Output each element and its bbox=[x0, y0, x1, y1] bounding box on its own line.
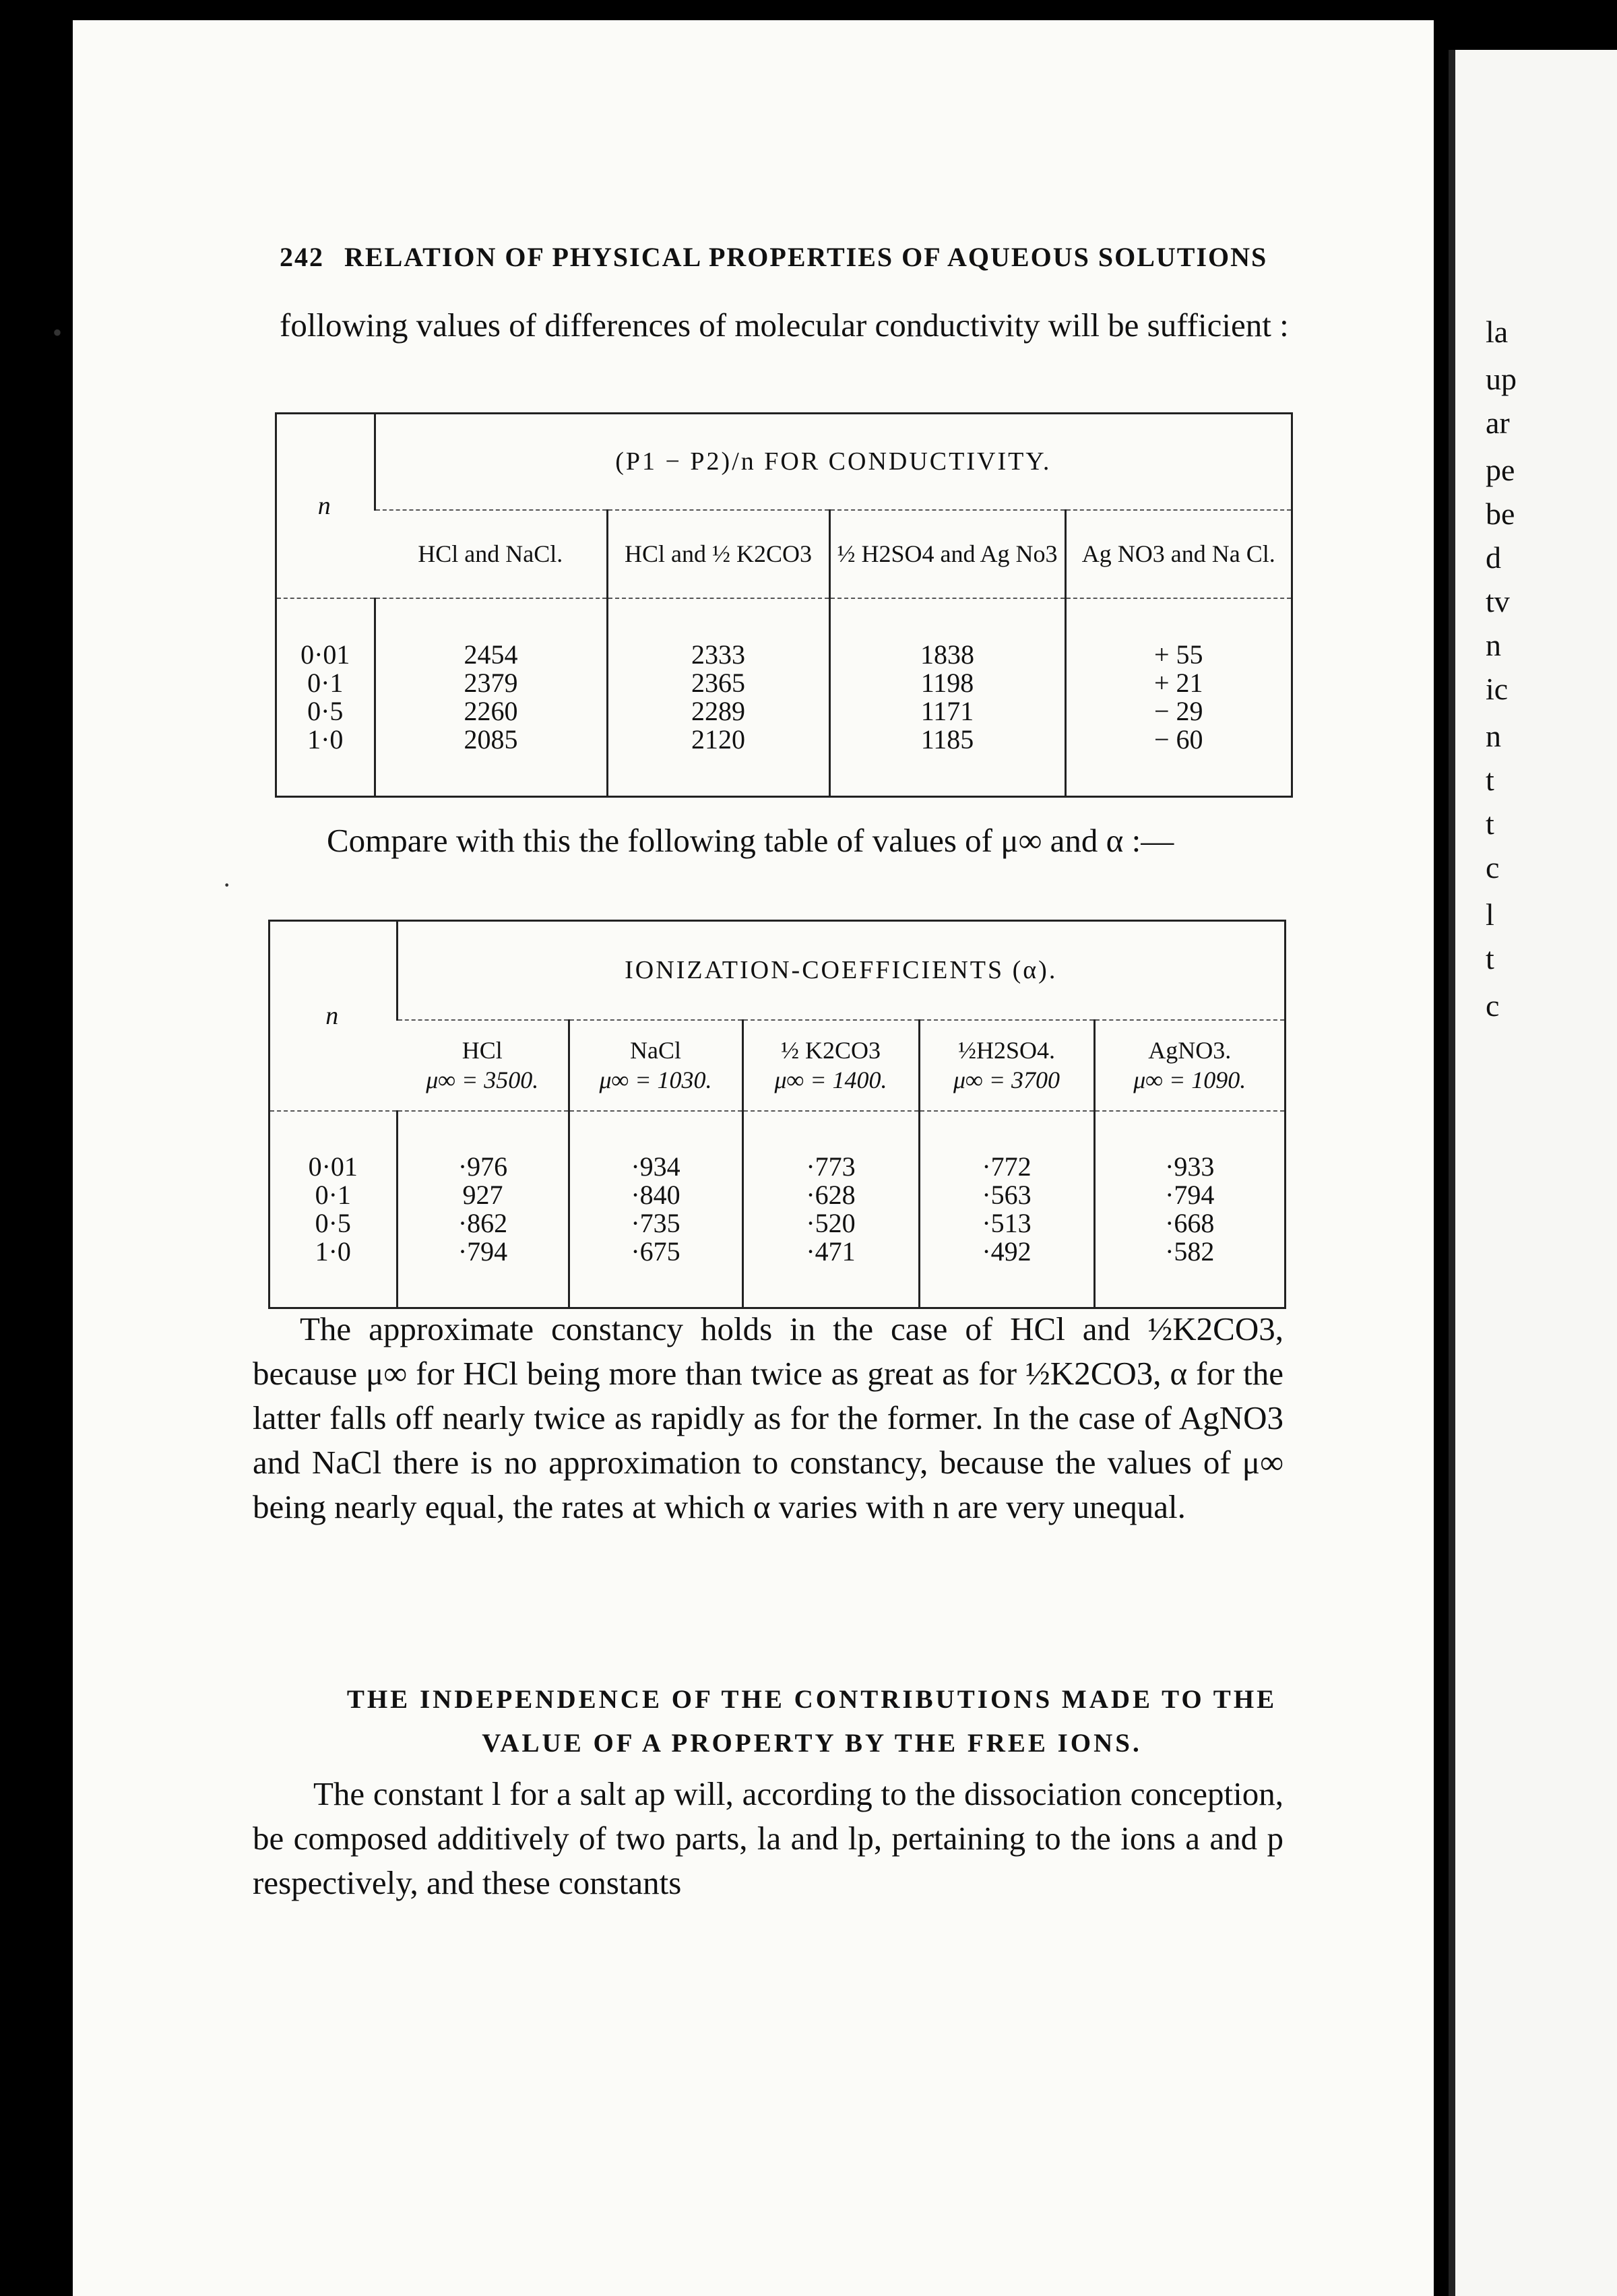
table-cell: 2365 bbox=[691, 667, 745, 698]
table-cell: 927 bbox=[462, 1179, 503, 1210]
table-cell: + 55 bbox=[1153, 639, 1203, 670]
right-page-line: l bbox=[1486, 897, 1494, 932]
table-cell: 1171 bbox=[920, 695, 974, 726]
n-value: 1·0 bbox=[307, 724, 344, 755]
table-cell: ·772 bbox=[982, 1151, 1032, 1182]
table-cell: ·735 bbox=[631, 1207, 680, 1238]
table2-col-header: AgNO3. μ∞ = 1090. bbox=[1094, 1020, 1284, 1111]
table-cell: ·668 bbox=[1165, 1207, 1215, 1238]
table-cell: − 29 bbox=[1153, 695, 1203, 726]
table-cell: 2333 bbox=[691, 639, 745, 670]
table2-col-header: HCl μ∞ = 3500. bbox=[397, 1020, 569, 1111]
right-page-line: la bbox=[1486, 315, 1509, 349]
table1-col-header: Ag NO3 and Na Cl. bbox=[1065, 510, 1291, 598]
right-page-line: up bbox=[1486, 362, 1517, 396]
n-value: 0·1 bbox=[307, 667, 344, 698]
n-value: 0·1 bbox=[315, 1179, 351, 1210]
right-page-line: tv bbox=[1486, 584, 1510, 618]
table-cell: 1838 bbox=[920, 639, 974, 670]
table-cell: 2120 bbox=[691, 724, 745, 755]
n-value: 0·5 bbox=[315, 1207, 351, 1238]
table-cell: ·563 bbox=[982, 1179, 1032, 1210]
right-page-line: ar bbox=[1486, 406, 1510, 440]
table2-data-column bbox=[742, 1111, 919, 1307]
table2-col-header: ½H2SO4. μ∞ = 3700 bbox=[919, 1020, 1094, 1111]
table-cell: + 21 bbox=[1153, 667, 1203, 698]
table-cell: ·840 bbox=[631, 1179, 680, 1210]
table2-data-column bbox=[569, 1111, 742, 1307]
table-cell: ·976 bbox=[457, 1151, 508, 1182]
table-cell: ·675 bbox=[631, 1236, 680, 1267]
section-heading-line2: VALUE OF A PROPERTY BY THE FREE IONS. bbox=[482, 1729, 1142, 1758]
table-cell: − 60 bbox=[1153, 724, 1203, 755]
table-cell: ·471 bbox=[806, 1236, 856, 1267]
intro-paragraph: following values of differences of molecular conductivity will be sufficient : bbox=[280, 307, 1289, 344]
n-value: 0·01 bbox=[308, 1151, 358, 1182]
section-heading: THE INDEPENDENCE OF THE CONTRIBUTIONS MADE TO THE bbox=[346, 1685, 1277, 1714]
table-cell: 2085 bbox=[464, 724, 518, 755]
table-cell: 2379 bbox=[464, 667, 518, 698]
right-page-line: pe bbox=[1486, 453, 1515, 487]
table-cell: 1198 bbox=[920, 667, 974, 698]
table1-data-column bbox=[375, 598, 607, 796]
table-cell: ·794 bbox=[1165, 1179, 1215, 1210]
running-head bbox=[280, 241, 1307, 273]
table-cell: ·934 bbox=[631, 1151, 680, 1182]
table2-data-column bbox=[397, 1111, 569, 1307]
n-value: 0·01 bbox=[300, 639, 350, 670]
right-page-line: n bbox=[1486, 719, 1501, 753]
table1-n-column bbox=[277, 598, 375, 796]
right-page-line: t bbox=[1486, 763, 1494, 797]
table-cell: ·582 bbox=[1165, 1236, 1215, 1267]
table-cell: ·933 bbox=[1165, 1151, 1215, 1182]
table2-col-header: NaCl μ∞ = 1030. bbox=[569, 1020, 742, 1111]
table-cell: ·862 bbox=[457, 1207, 508, 1238]
table1-title: (P1 − P2)/n FOR CONDUCTIVITY. bbox=[375, 414, 1291, 510]
table1-data-column bbox=[607, 598, 829, 796]
right-page-line: t bbox=[1486, 941, 1494, 976]
table2-row-header: n bbox=[270, 922, 397, 1111]
n-value: 1·0 bbox=[315, 1236, 351, 1267]
right-page-line: t bbox=[1486, 806, 1494, 841]
table2-n-column bbox=[270, 1111, 397, 1307]
table2-title: IONIZATION-COEFFICIENTS (α). bbox=[397, 922, 1284, 1020]
table-cell: ·513 bbox=[982, 1207, 1032, 1238]
table-cell: ·520 bbox=[806, 1207, 856, 1238]
right-page-line: c bbox=[1486, 850, 1500, 885]
table2-col-header: ½ K2CO3 μ∞ = 1400. bbox=[742, 1020, 919, 1111]
table-cell: ·492 bbox=[982, 1236, 1032, 1267]
right-page-line: n bbox=[1486, 628, 1501, 662]
table-cell: 2289 bbox=[691, 695, 745, 726]
constancy-paragraph: The approximate constancy holds in the case of HCl and ½K2CO3, because μ∞ for HCl being more than twice as great as for ½K2CO3, α for the latter falls off nearly twice as rapidly as for the former. In the case of AgNO3 and NaCl there is no approximation to constancy, because the values of μ∞ being nearly equal, the rates at which α varies with n are very unequal. bbox=[253, 1310, 1283, 1525]
running-title: RELATION OF PHYSICAL PROPERTIES OF AQUEOUS SOLUTIONS bbox=[344, 242, 1268, 272]
table1-col-header: HCl and ½ K2CO3 bbox=[607, 510, 829, 598]
table1-col-header: HCl and NaCl. bbox=[375, 510, 607, 598]
conductivity-table bbox=[275, 412, 1293, 798]
right-page-fragment bbox=[1449, 50, 1617, 2296]
table-cell: 2454 bbox=[464, 639, 518, 670]
table2-data-column bbox=[1094, 1111, 1284, 1307]
margin-mark: • bbox=[53, 317, 63, 348]
table-cell: 2260 bbox=[464, 695, 518, 726]
table-cell: ·794 bbox=[457, 1236, 508, 1267]
table1-row-header: n bbox=[277, 414, 375, 598]
right-page-line: d bbox=[1486, 540, 1501, 575]
table1-data-column bbox=[829, 598, 1065, 796]
ionization-table bbox=[268, 920, 1286, 1309]
right-page-line: be bbox=[1486, 497, 1515, 531]
compare-paragraph: Compare with this the following table of values of μ∞ and α :— bbox=[327, 822, 1174, 859]
table-cell: ·628 bbox=[806, 1179, 856, 1210]
table-cell: 1185 bbox=[920, 724, 974, 755]
page-number: 242 bbox=[280, 242, 324, 272]
right-page-line: c bbox=[1486, 988, 1500, 1023]
table1-data-column bbox=[1065, 598, 1291, 796]
margin-mark: · bbox=[222, 870, 232, 900]
constant-paragraph: The constant l for a salt ap will, according to the dissociation conception, be composed additively of two parts, la and lp, pertaining to the ions a and p respectively, and these constants bbox=[253, 1775, 1283, 1901]
n-value: 0·5 bbox=[307, 695, 344, 726]
table-cell: ·773 bbox=[806, 1151, 856, 1182]
table2-data-column bbox=[919, 1111, 1094, 1307]
right-page-line: ic bbox=[1486, 672, 1509, 706]
table1-col-header: ½ H2SO4 and Ag No3 bbox=[829, 510, 1065, 598]
